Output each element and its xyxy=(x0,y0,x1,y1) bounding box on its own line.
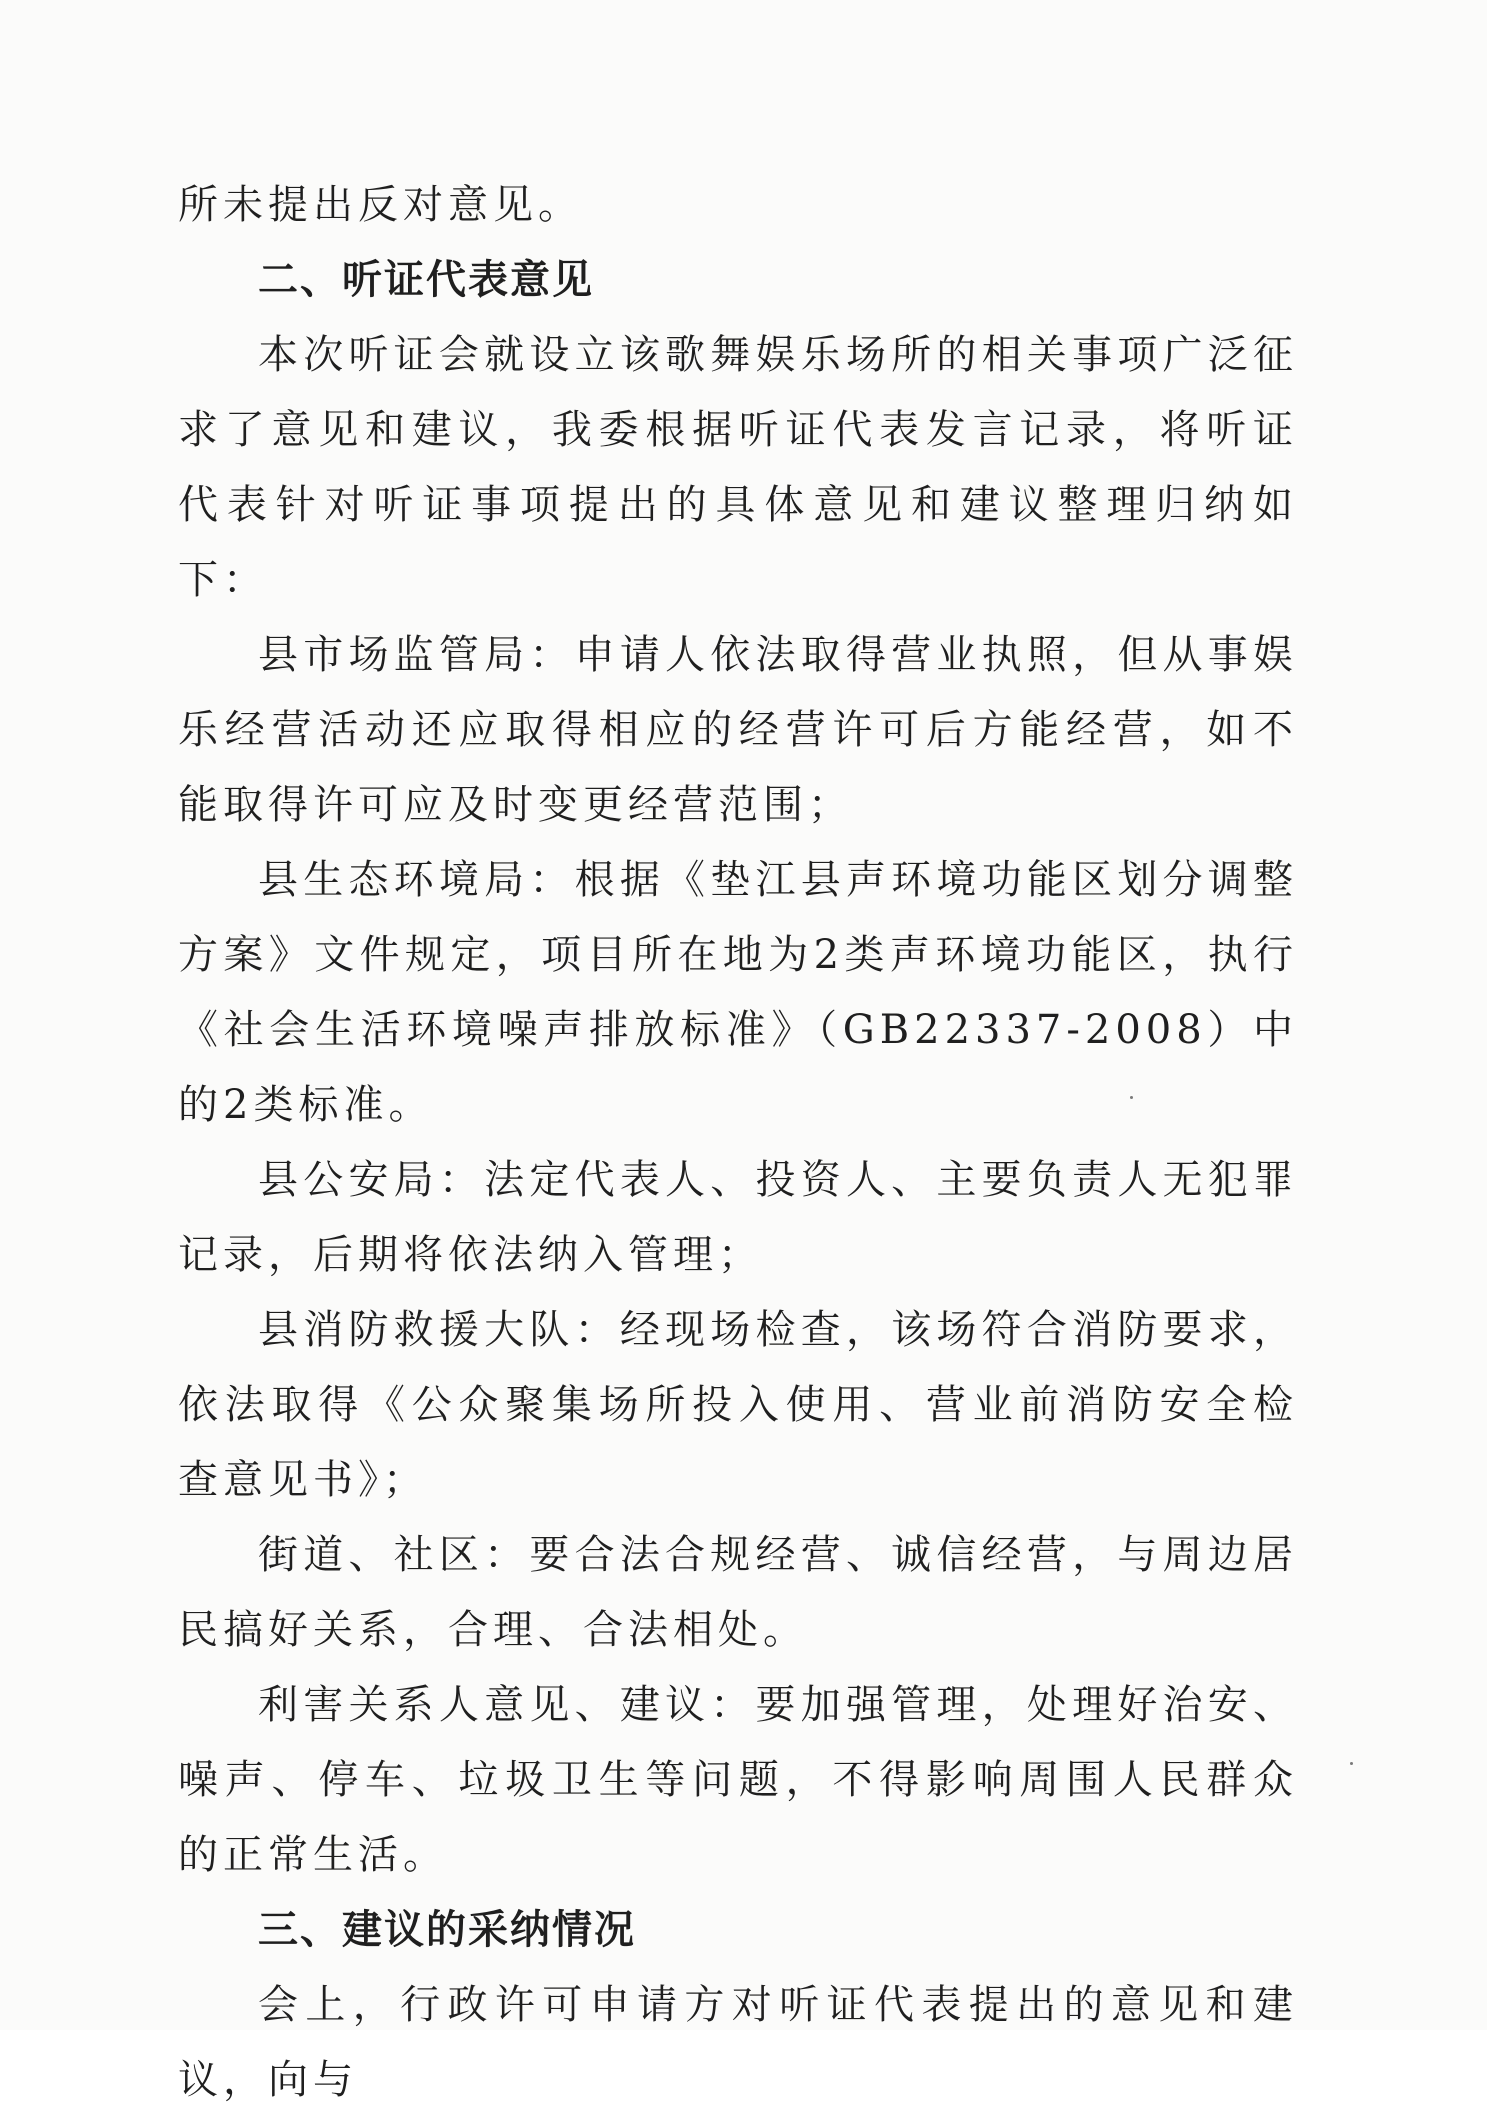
paragraph-street-community: 街道、社区：要合法合规经营、诚信经营，与周边居民搞好关系，合理、合法相处。 xyxy=(178,1532,1298,1653)
paragraph-ecology-environment: 县生态环境局：根据《垫江县声环境功能区划分调整方案》文件规定，项目所在地为2类声环境功能区，执行《社会生活环境噪声排放标准》（GB22337-2008）中的2类标准。 xyxy=(178,857,1298,1128)
continuation-paragraph: 所未提出反对意见。 xyxy=(178,182,583,228)
paragraph-market-regulation: 县市场监管局：申请人依法取得营业执照，但从事娱乐经营活动还应取得相应的经营许可后方能经营，如不能取得许可应及时变更经营范围； xyxy=(178,632,1298,828)
paragraph-fire-rescue: 县消防救援大队：经现场检查，该场符合消防要求，依法取得《公众聚集场所投入使用、营业前消防安全检查意见书》； xyxy=(178,1307,1298,1503)
paragraph-stakeholders: 利害关系人意见、建议：要加强管理，处理好治安、噪声、停车、垃圾卫生等问题，不得影响周围人民群众的正常生活。 xyxy=(178,1682,1298,1878)
section-heading-adoption: 三、建议的采纳情况 xyxy=(258,1907,636,1953)
section-heading-hearing-opinions: 二、听证代表意见 xyxy=(258,257,594,303)
paragraph-hearing-summary: 本次听证会就设立该歌舞娱乐场所的相关事项广泛征求了意见和建议，我委根据听证代表发言记录，将听证代表针对听证事项提出的具体意见和建议整理归纳如下： xyxy=(178,332,1298,603)
scan-speck xyxy=(1130,1096,1133,1099)
paragraph-public-security: 县公安局：法定代表人、投资人、主要负责人无犯罪记录，后期将依法纳入管理； xyxy=(178,1157,1298,1278)
document-body xyxy=(178,168,1298,2118)
scan-speck xyxy=(1350,1762,1353,1765)
paragraph-adoption-start: 会上，行政许可申请方对听证代表提出的意见和建议，向与 xyxy=(178,1982,1298,2103)
